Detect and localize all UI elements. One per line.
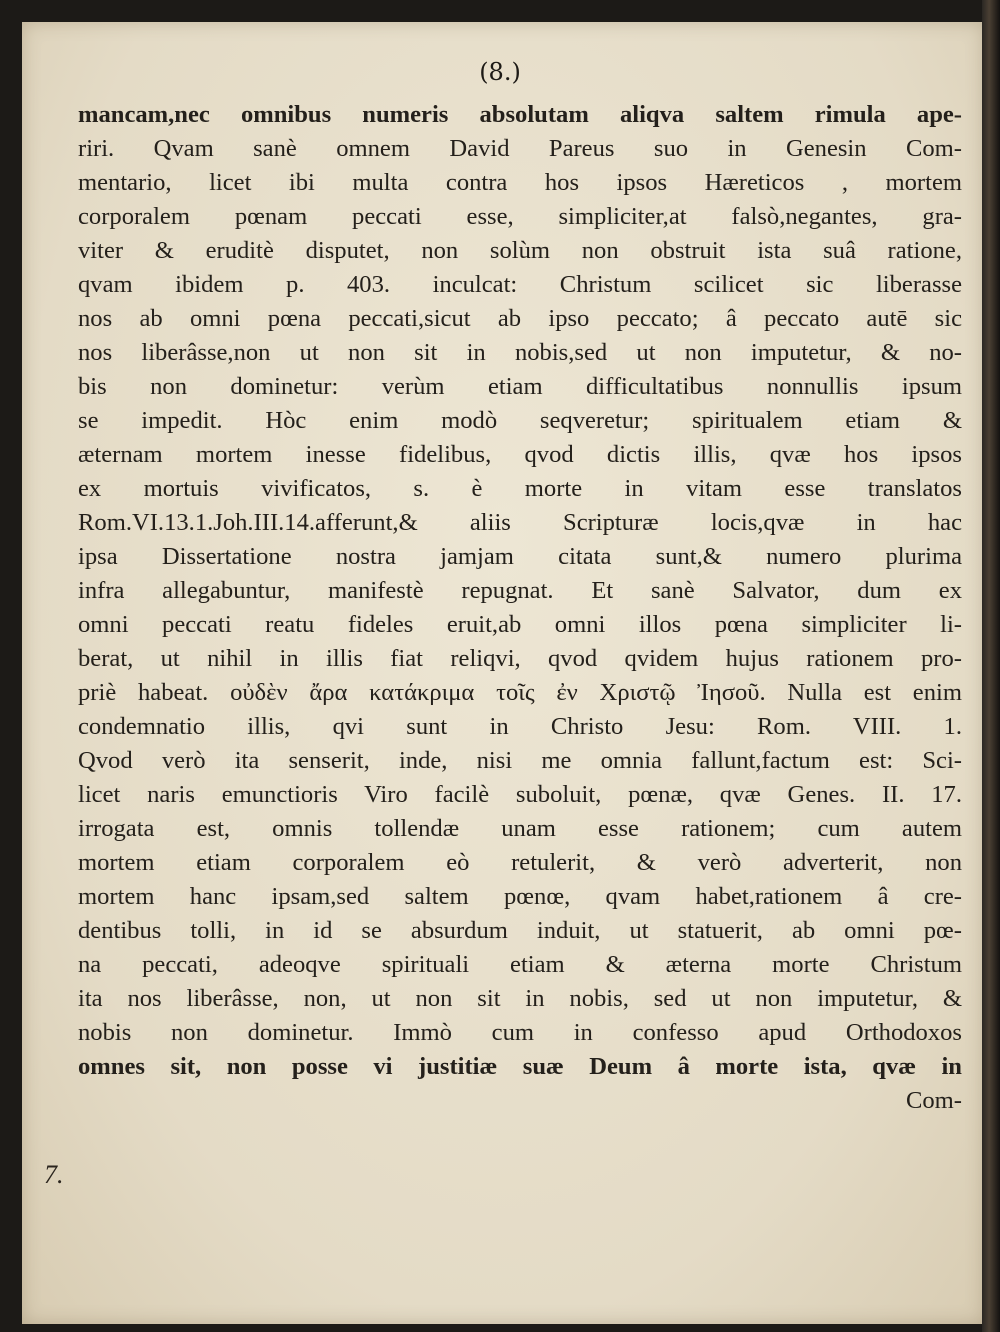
text-line: irrogata est, omnis tollendæ unam esse rationem; cum autem	[78, 815, 962, 842]
text-line: mentario, licet ibi multa contra hos ipsos Hæreticos , mortem	[78, 169, 962, 196]
text-line: priè habeat. οὐδὲν ἄρα κατάκριμα τοῖς ἐν Χριστῷ Ἰησοῦ. Nulla est enim	[78, 679, 962, 706]
text-line: berat, ut nihil in illis fiat reliqvi, qvod qvidem hujus rationem pro-	[78, 645, 962, 672]
text-line: mortem hanc ipsam,sed saltem pœnœ, qvam habet,rationem â cre-	[78, 883, 962, 910]
text-line: ita nos liberâsse, non, ut non sit in nobis, sed ut non imputetur, &	[78, 985, 962, 1012]
text-line: omnes sit, non posse vi justitiæ suæ Deum â morte ista, qvæ in	[78, 1053, 962, 1080]
text-line: corporalem pœnam peccati esse, simpliciter,at falsò,negantes, gra-	[78, 203, 962, 230]
text-line: dentibus tolli, in id se absurdum induit, ut statuerit, ab omni pœ-	[78, 917, 962, 944]
text-line: na peccati, adeoqve spirituali etiam & æterna morte Christum	[78, 951, 962, 978]
text-line: æternam mortem inesse fidelibus, qvod dictis illis, qvæ hos ipsos	[78, 441, 962, 468]
text-line: Rom.VI.13.1.Joh.III.14.afferunt,& aliis Scripturæ locis,qvæ in hac	[78, 509, 962, 536]
text-line: nobis non dominetur. Immò cum in confesso apud Orthodoxos	[78, 1019, 962, 1046]
text-line: bis non dominetur: verùm etiam difficultatibus nonnullis ipsum	[78, 373, 962, 400]
text-line: licet naris emunctioris Viro facilè suboluit, pœnæ, qvæ Genes. II. 17.	[78, 781, 962, 808]
text-line: qvam ibidem p. 403. inculcat: Christum scilicet sic liberasse	[78, 271, 962, 298]
text-line: ex mortuis vivificatos, s. è morte in vitam esse translatos	[78, 475, 962, 502]
text-line: viter & eruditè disputet, non solùm non obstruit ista suâ ratione,	[78, 237, 962, 264]
text-line: infra allegabuntur, manifestè repugnat. Et sanè Salvator, dum ex	[78, 577, 962, 604]
margin-note: 7.	[44, 1160, 64, 1189]
page-edge	[982, 0, 1000, 1332]
page-number: (8.)	[479, 58, 521, 86]
body-text	[78, 98, 962, 1118]
text-line: omni peccati reatu fideles eruit,ab omni illos pœna simpliciter li-	[78, 611, 962, 638]
catchword: Com-	[905, 1087, 962, 1114]
text-line: Qvod verò ita senserit, inde, nisi me omnia fallunt,factum est: Sci-	[78, 747, 962, 774]
text-line: mortem etiam corporalem eò retulerit, & verò adverterit, non	[78, 849, 962, 876]
text-line: ipsa Dissertatione nostra jamjam citata sunt,& numero plurima	[78, 543, 962, 570]
text-line: riri. Qvam sanè omnem David Pareus suo in Genesin Com-	[78, 135, 962, 162]
text-line: nos liberâsse,non ut non sit in nobis,sed ut non imputetur, & no-	[78, 339, 962, 366]
text-line: mancam,nec omnibus numeris absolutam aliqva saltem rimula ape-	[78, 101, 962, 128]
text-line: nos ab omni pœna peccati,sicut ab ipso peccato; â peccato autē sic	[78, 305, 962, 332]
text-line: condemnatio illis, qvi sunt in Christo Jesu: Rom. VIII. 1.	[78, 713, 962, 740]
text-line: se impedit. Hòc enim modò seqveretur; spiritualem etiam &	[78, 407, 962, 434]
